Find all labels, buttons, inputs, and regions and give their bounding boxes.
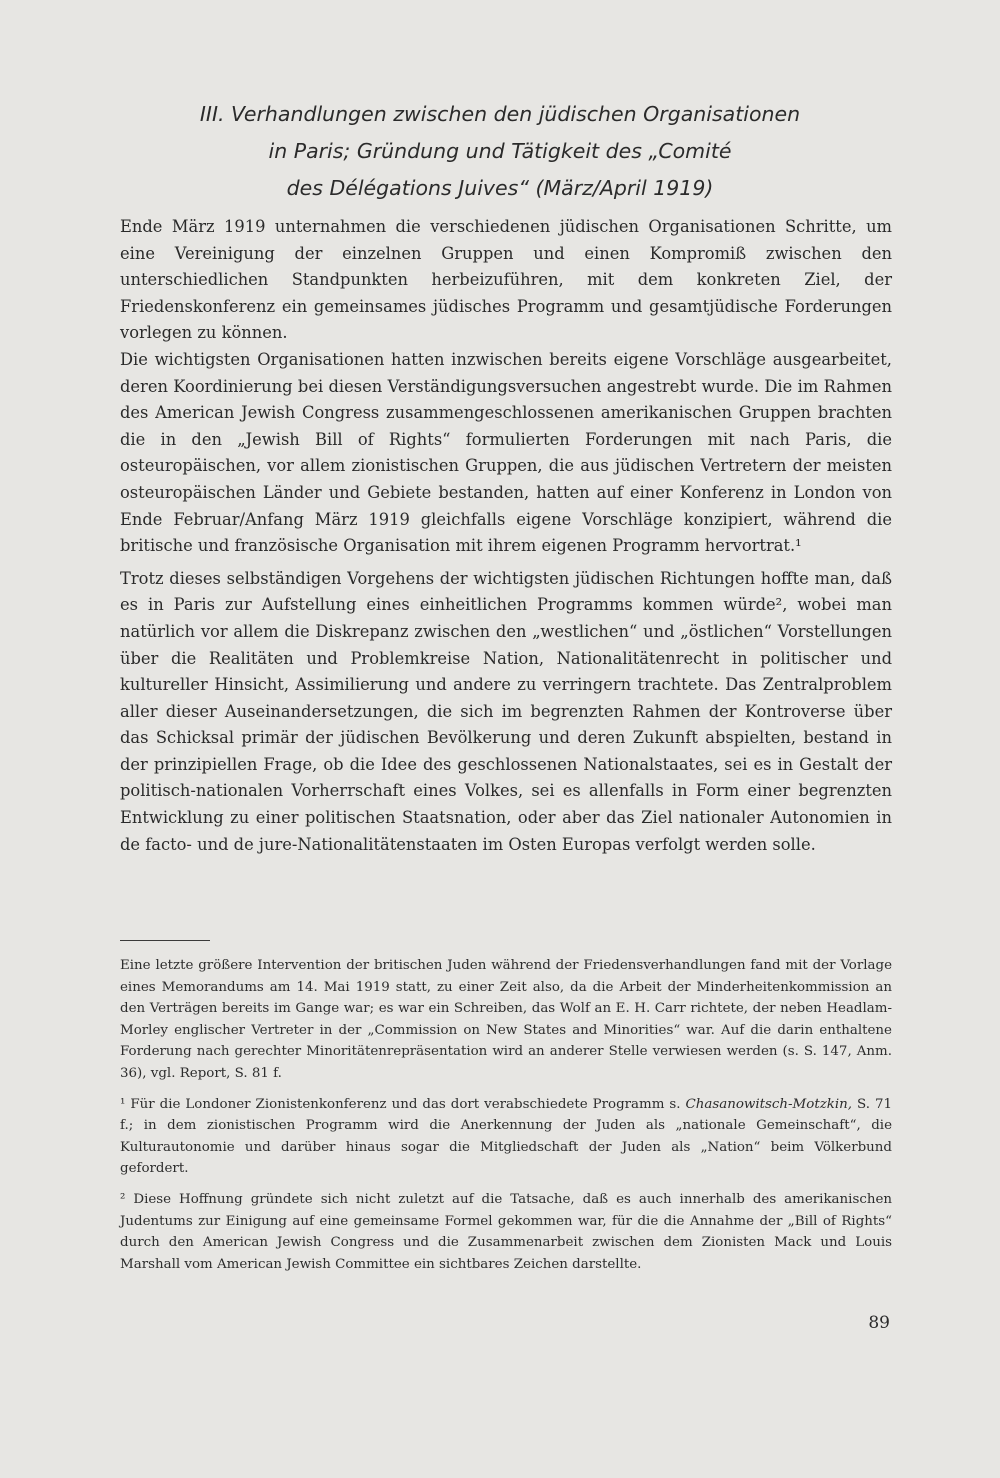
heading-line-1: III. Verhandlungen zwischen den jüdischen Organisationen	[199, 102, 801, 126]
heading-line-3: des Délégations Juives“ (März/April 1919)	[286, 176, 714, 200]
footnote-1-marker: ¹	[120, 1096, 126, 1112]
paragraph-2: Die wichtigsten Organisationen hatten inzwischen bereits eigene Vorschläge ausgearbeitet, deren Koordinierung bei diesen Verständigungsversuchen angestrebt wurde. Die im Rahmen des American Jewish Congress zusammengeschlossenen amerikanischen Gruppen brachten die in den „Jewish Bill of Rights“ formulierten Forderungen mit nach Paris, die osteuropäischen, vor allem zionistischen Gruppen, die aus jüdischen Vertretern der meisten osteuropäischen Länder und Gebiete bestanden, hatten auf einer Konferenz in London von Ende Februar/Anfang März 1919 gleichfalls eigene Vorschläge konzipiert, während die britische und französische Organisation mit ihrem eigenen Programm hervortrat.¹	[120, 349, 892, 556]
footnote-2-text: Diese Hoffnung gründete sich nicht zuletzt auf die Tatsache, daß es auch innerhalb des amerikanischen Judentums zur Einigung auf eine gemeinsame Formel gekommen war, für die die Annahme der „Bill of Rights“ durch den American Jewish Congress und die Zusammenarbeit zwischen dem Zionisten Mack und Louis Marshall vom American Jewish Committee ein sichtbares Zeichen darstellte.	[120, 1191, 892, 1272]
footnote-continuation: Eine letzte größere Intervention der britischen Juden während der Friedensverhandlungen fand mit der Vorlage eines Memorandums am 14. Mai 1919 statt, zu einer Zeit also, da die Arbeit der Minderheitenkommission an den Verträgen bereits im Gange war; es war ein Schreiben, das Wolf an E. H. Carr richtete, der neben Headlam-Morley englischer Vertreter in der „Commission on New States and Minorities“ war. Auf die darin enthaltene Forderung nach gerechter Minoritätenrepräsentation wird an anderer Stelle verwiesen werden (s. S. 147, Anm. 36), vgl. Report, S. 81 f.	[120, 958, 892, 1081]
footnote-2	[120, 1189, 892, 1275]
paragraph-3: Trotz dieses selbständigen Vorgehens der wichtigsten jüdischen Richtungen hoffte man, daß es in Paris zur Aufstellung eines einheitlichen Programms kommen würde², wobei man natürlich vor allem die Diskrepanz zwischen den „westlichen“ und „östlichen“ Vorstellungen über die Realitäten und Problemkreise Nation, Nationalitätenrecht in politischer und kultureller Hinsicht, Assimilierung und andere zu verringern trachtete. Das Zentralproblem aller dieser Auseinandersetzungen, die sich im begrenzten Rahmen der Kontroverse über das Schicksal primär der jüdischen Bevölkerung und deren Zukunft abspielten, bestand in der prinzipiellen Frage, ob die Idee des geschlossenen Nationalstaates, sei es in Gestalt der politisch-nationalen Vorherrschaft eines Volkes, sei es allenfalls in Form einer begrenzten Entwicklung zu einer politischen Staatsnation, oder aber das Ziel nationaler Autonomien in de facto- und de jure-Nationalitätenstaaten im Osten Europas verfolgt werden solle.	[120, 568, 892, 854]
footnote-divider	[120, 940, 210, 941]
heading-line-2: in Paris; Gründung und Tätigkeit des „Comité	[268, 139, 732, 163]
footnote-1-text-pre: Für die Londoner Zionistenkonferenz und das dort verabschiedete Programm s.	[125, 1096, 686, 1112]
footnote-1	[120, 1094, 892, 1180]
footnote-1-author: Chasanowitsch-Motzkin,	[685, 1096, 853, 1112]
footnote-2-marker: ²	[120, 1191, 126, 1207]
body-text	[120, 214, 892, 858]
footnote-1-text-post: S. 71 f.; in dem zionistischen Programm wird die Anerkennung der Juden als „nationale Gemeinschaft“, die Kulturautonomie und darüber hinaus sogar die Mitgliedschaft der Juden als „Nation“ beim Völkerbund gefordert.	[120, 1096, 892, 1177]
page-number: 89	[868, 1313, 890, 1333]
paragraph-1: Ende März 1919 unternahmen die verschiedenen jüdischen Organisationen Schritte, um eine Vereinigung der einzelnen Gruppen und einen Kompromiß zwischen den unterschiedlichen Standpunkten herbeizuführen, mit dem konkreten Ziel, der Friedenskonferenz ein gemeinsames jüdisches Programm und gesamtjüdische Forderungen vorlegen zu können.	[120, 217, 892, 343]
footnotes	[120, 955, 892, 1275]
chapter-heading	[110, 96, 890, 207]
